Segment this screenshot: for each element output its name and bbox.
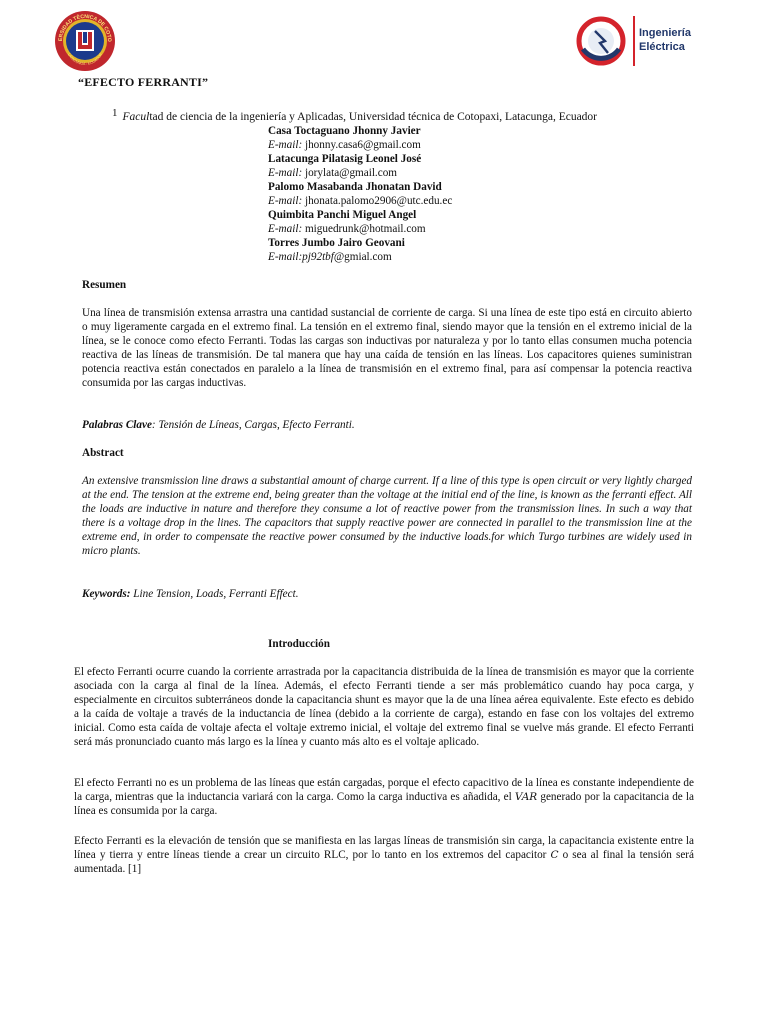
- author-name: Casa Toctaguano Jhonny Javier: [268, 125, 421, 137]
- keywords-text: Line Tension, Loads, Ferranti Effect.: [130, 588, 299, 600]
- intro-paragraph-2: El efecto Ferranti no es un problema de las líneas que están cargadas, porque el efecto capacitivo de la línea es constante independiente de la carga, mientras que la inductancia variará con la carga. Como la carga inductiva es añadida, el VAR generado por la capacitancia de la línea es consumida por la carga.: [74, 777, 694, 817]
- author-name: Torres Jumbo Jairo Geovani: [268, 237, 405, 249]
- author-email: E-mail: jorylata@gmail.com: [268, 167, 397, 179]
- capacitor-symbol: C: [550, 849, 559, 861]
- resumen-paragraph: Una línea de transmisión extensa arrastra una cantidad sustancial de corriente de carga. Si una línea de este tipo está en circuito abierto o muy ligeramente cargada en el extremo final. La tensión en el extremo final, siendo mayor que la tensión en el extremo inicial de la línea, se le conoce como efecto Ferranti. Todas las cargas son inductivas por naturaleza y por lo tanto ellas consumen mucha potencia reactiva de las líneas de transmisión. De tal manera que hay una caída de tensión en las líneas. Los capacitores quienes suministran potencia reactiva están conectados en paralelo a la línea de transmisión en el extremo final, para así compensar la potencia reactiva consumida por las cargas inductivas.: [82, 307, 692, 389]
- resumen-heading: Resumen: [82, 279, 127, 291]
- logo-line-1: Ingeniería: [639, 27, 691, 39]
- author-email: E-mail: miguedrunk@hotmail.com: [268, 223, 426, 235]
- palabras-clave: [82, 418, 692, 432]
- intro-paragraph-3: Efecto Ferranti es la elevación de tensión que se manifiesta en las largas líneas de transmisión sin carga, la capacitancia existente entre la línea y tierra y entre líneas tiende a crear un circuito RLC, por lo tanto en los extremos del capacitor C o sea al final la tensión será aumentada. [1]: [74, 835, 694, 875]
- abstract-paragraph: An extensive transmission line draws a substantial amount of charge current. If a line of this type is open circuit or very lightly charged at the end. The tension at the extreme end, being greater than the voltage at the initial end of the line, is known as the ferranti effect. All the loads are inductive in nature and therefore they consume a lot of reactive power from the transmission lines. In such a way that there is a voltage drop in the lines. The capacitors that supply reactive power are connected in parallel to the transmission line at the extreme end, in order to compensate the reactive power consumed by the inductive loads.for which Turgo turbines are widely used in micro plants.: [82, 475, 692, 557]
- introduccion-heading: Introducción: [268, 638, 330, 650]
- university-seal-icon: [54, 10, 116, 72]
- seal-bottom-text: LATACUNGA - ECUADOR: [66, 52, 104, 67]
- keywords: [82, 587, 692, 601]
- abstract-heading: Abstract: [82, 447, 124, 459]
- seal-top-text: ERSIDAD TÉCNICA DE COTO: [57, 13, 113, 42]
- palabras-clave-text: : Tensión de Líneas, Cargas, Efecto Ferranti.: [151, 419, 355, 431]
- palabras-clave-label: Palabras Clave: [82, 419, 152, 431]
- author-list: [268, 124, 452, 264]
- affiliation-number: 1: [112, 107, 118, 119]
- logo-line-2: Eléctrica: [639, 41, 685, 53]
- affiliation-prefix: Facul: [122, 111, 150, 123]
- author-name: Latacunga Pilatasig Leonel José: [268, 153, 422, 165]
- intro-paragraph-1: El efecto Ferranti ocurre cuando la corriente arrastrada por la capacitancia distribuida de la línea de transmisión es mayor que la corriente asociada con la carga al final de la línea. Además, el efecto Ferranti tiende a ser más problemático cuando hay poca carga, y especialmente en circuitos subterráneos donde la capacitancia shunt es mayor que la de una línea aérea equivalente. Este efecto es debido a la caída de voltaje a través de la inductancia de línea (debido a la corriente de carga), estando en fase con los voltajes del extremo inicial. Como esta caída de voltaje afecta el voltaje extremo inicial, el voltaje del extremo final se vuelve más grande. El efecto Ferranti será más pronunciado cuanto más largo es la línea y cuanto más alto es el voltaje aplicado.: [74, 666, 694, 748]
- affiliation-text: tad de ciencia de la ingeniería y Aplicadas, Universidad técnica de Cotopaxi, Latacunga, Ecuador: [149, 111, 598, 123]
- author-email: E-mail: jhonny.casa6@gmail.com: [268, 139, 421, 151]
- author-email: E-mail: jhonata.palomo2906@utc.edu.ec: [268, 195, 453, 207]
- var-symbol: VAR: [514, 791, 538, 803]
- author-name: Palomo Masabanda Jhonatan David: [268, 181, 442, 193]
- author-email: E-mail:pj92tbf@gmial.com: [268, 251, 392, 263]
- affiliation: [112, 106, 597, 124]
- ingenieria-electrica-logo-icon: [575, 12, 697, 70]
- keywords-label: Keywords:: [82, 588, 131, 600]
- page-title: “EFECTO FERRANTI”: [78, 75, 209, 89]
- author-name: Quimbita Panchi Miguel Angel: [268, 209, 417, 221]
